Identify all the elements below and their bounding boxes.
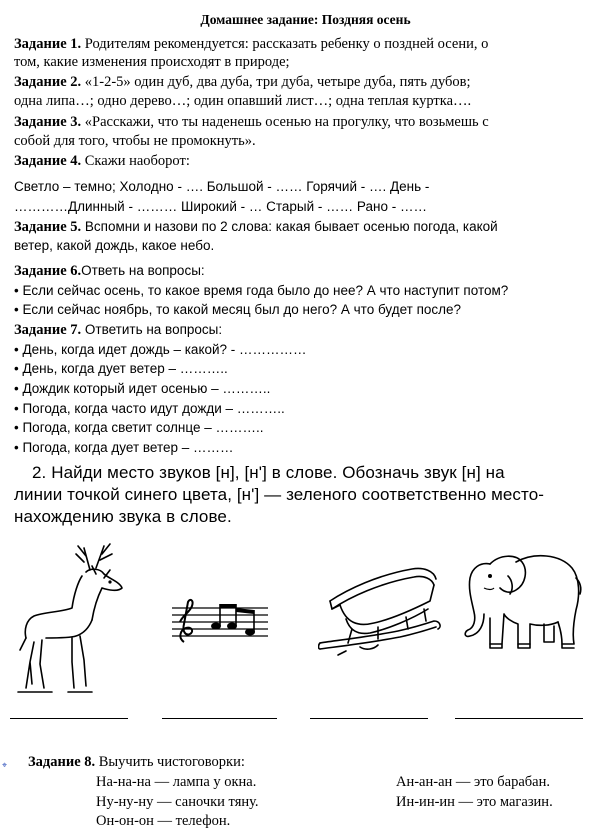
task7-item: • День, когда дует ветер – ……….. [14,361,228,376]
task6-question1: • Если сейчас осень, то какое время года было до нее? А что наступит потом? [14,283,509,298]
task7-item: • Дождик который идет осенью – ……….. [14,381,271,396]
task7-item: • День, когда идет дождь – какой? - …………… [14,342,307,357]
task2-line2: одна липа…; одно дерево…; один опавший лист…; одна теплая куртка…. [14,93,472,109]
answer-line [455,718,583,719]
tongue-twister-left-1: На-на-на — лампа у окна. [96,774,257,790]
tongue-twister-left-3: Он-он-он — телефон. [96,813,231,829]
answer-line [310,718,428,719]
task6-question2: • Если сейчас ноябрь, то какой месяц был до него? А что будет после? [14,302,462,317]
task5-text1: Вспомни и назови по 2 слова: какая бывает осенью погода, какой [81,219,498,234]
task5-label: Задание 5. [14,219,82,235]
exercise2-line2: линии точкой синего цвета, [н'] — зеленого соответственно место- [14,485,545,504]
task3-line1 [14,113,489,131]
task1-line2: том, какие изменения происходят в природе; [14,54,290,70]
task2-line1 [14,73,471,91]
task3-text1: «Расскажи, что ты наденешь осенью на прогулку, что возьмешь с [81,114,489,130]
elephant-icon [460,548,585,658]
task7-line1 [14,321,222,339]
task7-item: • Погода, когда дует ветер – ……… [14,440,234,455]
task7-text1: Ответить на вопросы: [81,322,223,337]
task4-line3: …………Длинный - ……… Широкий - … Старый - …… Рано - …… [14,199,427,214]
page-title: Домашнее задание: Поздняя осень [200,12,411,27]
task8-line1 [28,753,245,771]
task8-label: Задание 8. [28,754,96,770]
answer-line [10,718,128,719]
task1-label: Задание 1. [14,36,82,52]
task7-item: • Погода, когда светит солнце – ……….. [14,420,264,435]
task3-line2: собой для того, чтобы не промокнуть». [14,133,256,149]
task2-text1: «1-2-5» один дуб, два дуба, три дуба, четыре дуба, пять дубов; [81,74,471,90]
exercise2-line3: нахождению звука в слове. [14,507,232,526]
text-cursor-icon: ⌖ [2,760,8,770]
task5-line2: ветер, какой дождь, какое небо. [14,238,215,253]
music-notes-icon [170,598,270,644]
task7-label: Задание 7. [14,322,82,338]
task1-line1 [14,35,488,53]
sled-icon [318,565,443,665]
task4-line2: Светло – темно; Холодно - …. Большой - …… Горячий - …. День - [14,179,430,194]
deer-icon [12,538,132,698]
task7-item: • Погода, когда часто идут дожди – ……….. [14,401,285,416]
answer-line [162,718,277,719]
tongue-twister-right-2: Ин-ин-ин — это магазин. [396,794,553,810]
task1-text1: Родителям рекомендуется: рассказать ребенку о поздней осени, о [81,36,489,52]
task8-text1: Выучить чистоговорки: [95,754,245,770]
task4-text1: Скажи наоборот: [81,153,190,169]
task2-label: Задание 2. [14,74,82,90]
tongue-twister-right-1: Ан-ан-ан — это барабан. [396,774,550,790]
exercise2-block [14,462,604,528]
task4-label: Задание 4. [14,153,82,169]
tongue-twister-left-2: Ну-ну-ну — саночки тяну. [96,794,259,810]
task3-label: Задание 3. [14,114,82,130]
task6-label: Задание 6. [14,263,82,279]
task6-line1 [14,262,205,280]
task6-text1: Ответь на вопросы: [81,263,205,278]
exercise2-line1: 2. Найди место звуков [н], [н'] в слове. Обозначь звук [н] на [32,463,505,482]
task5-line1 [14,218,498,236]
task4-line1 [14,152,190,170]
